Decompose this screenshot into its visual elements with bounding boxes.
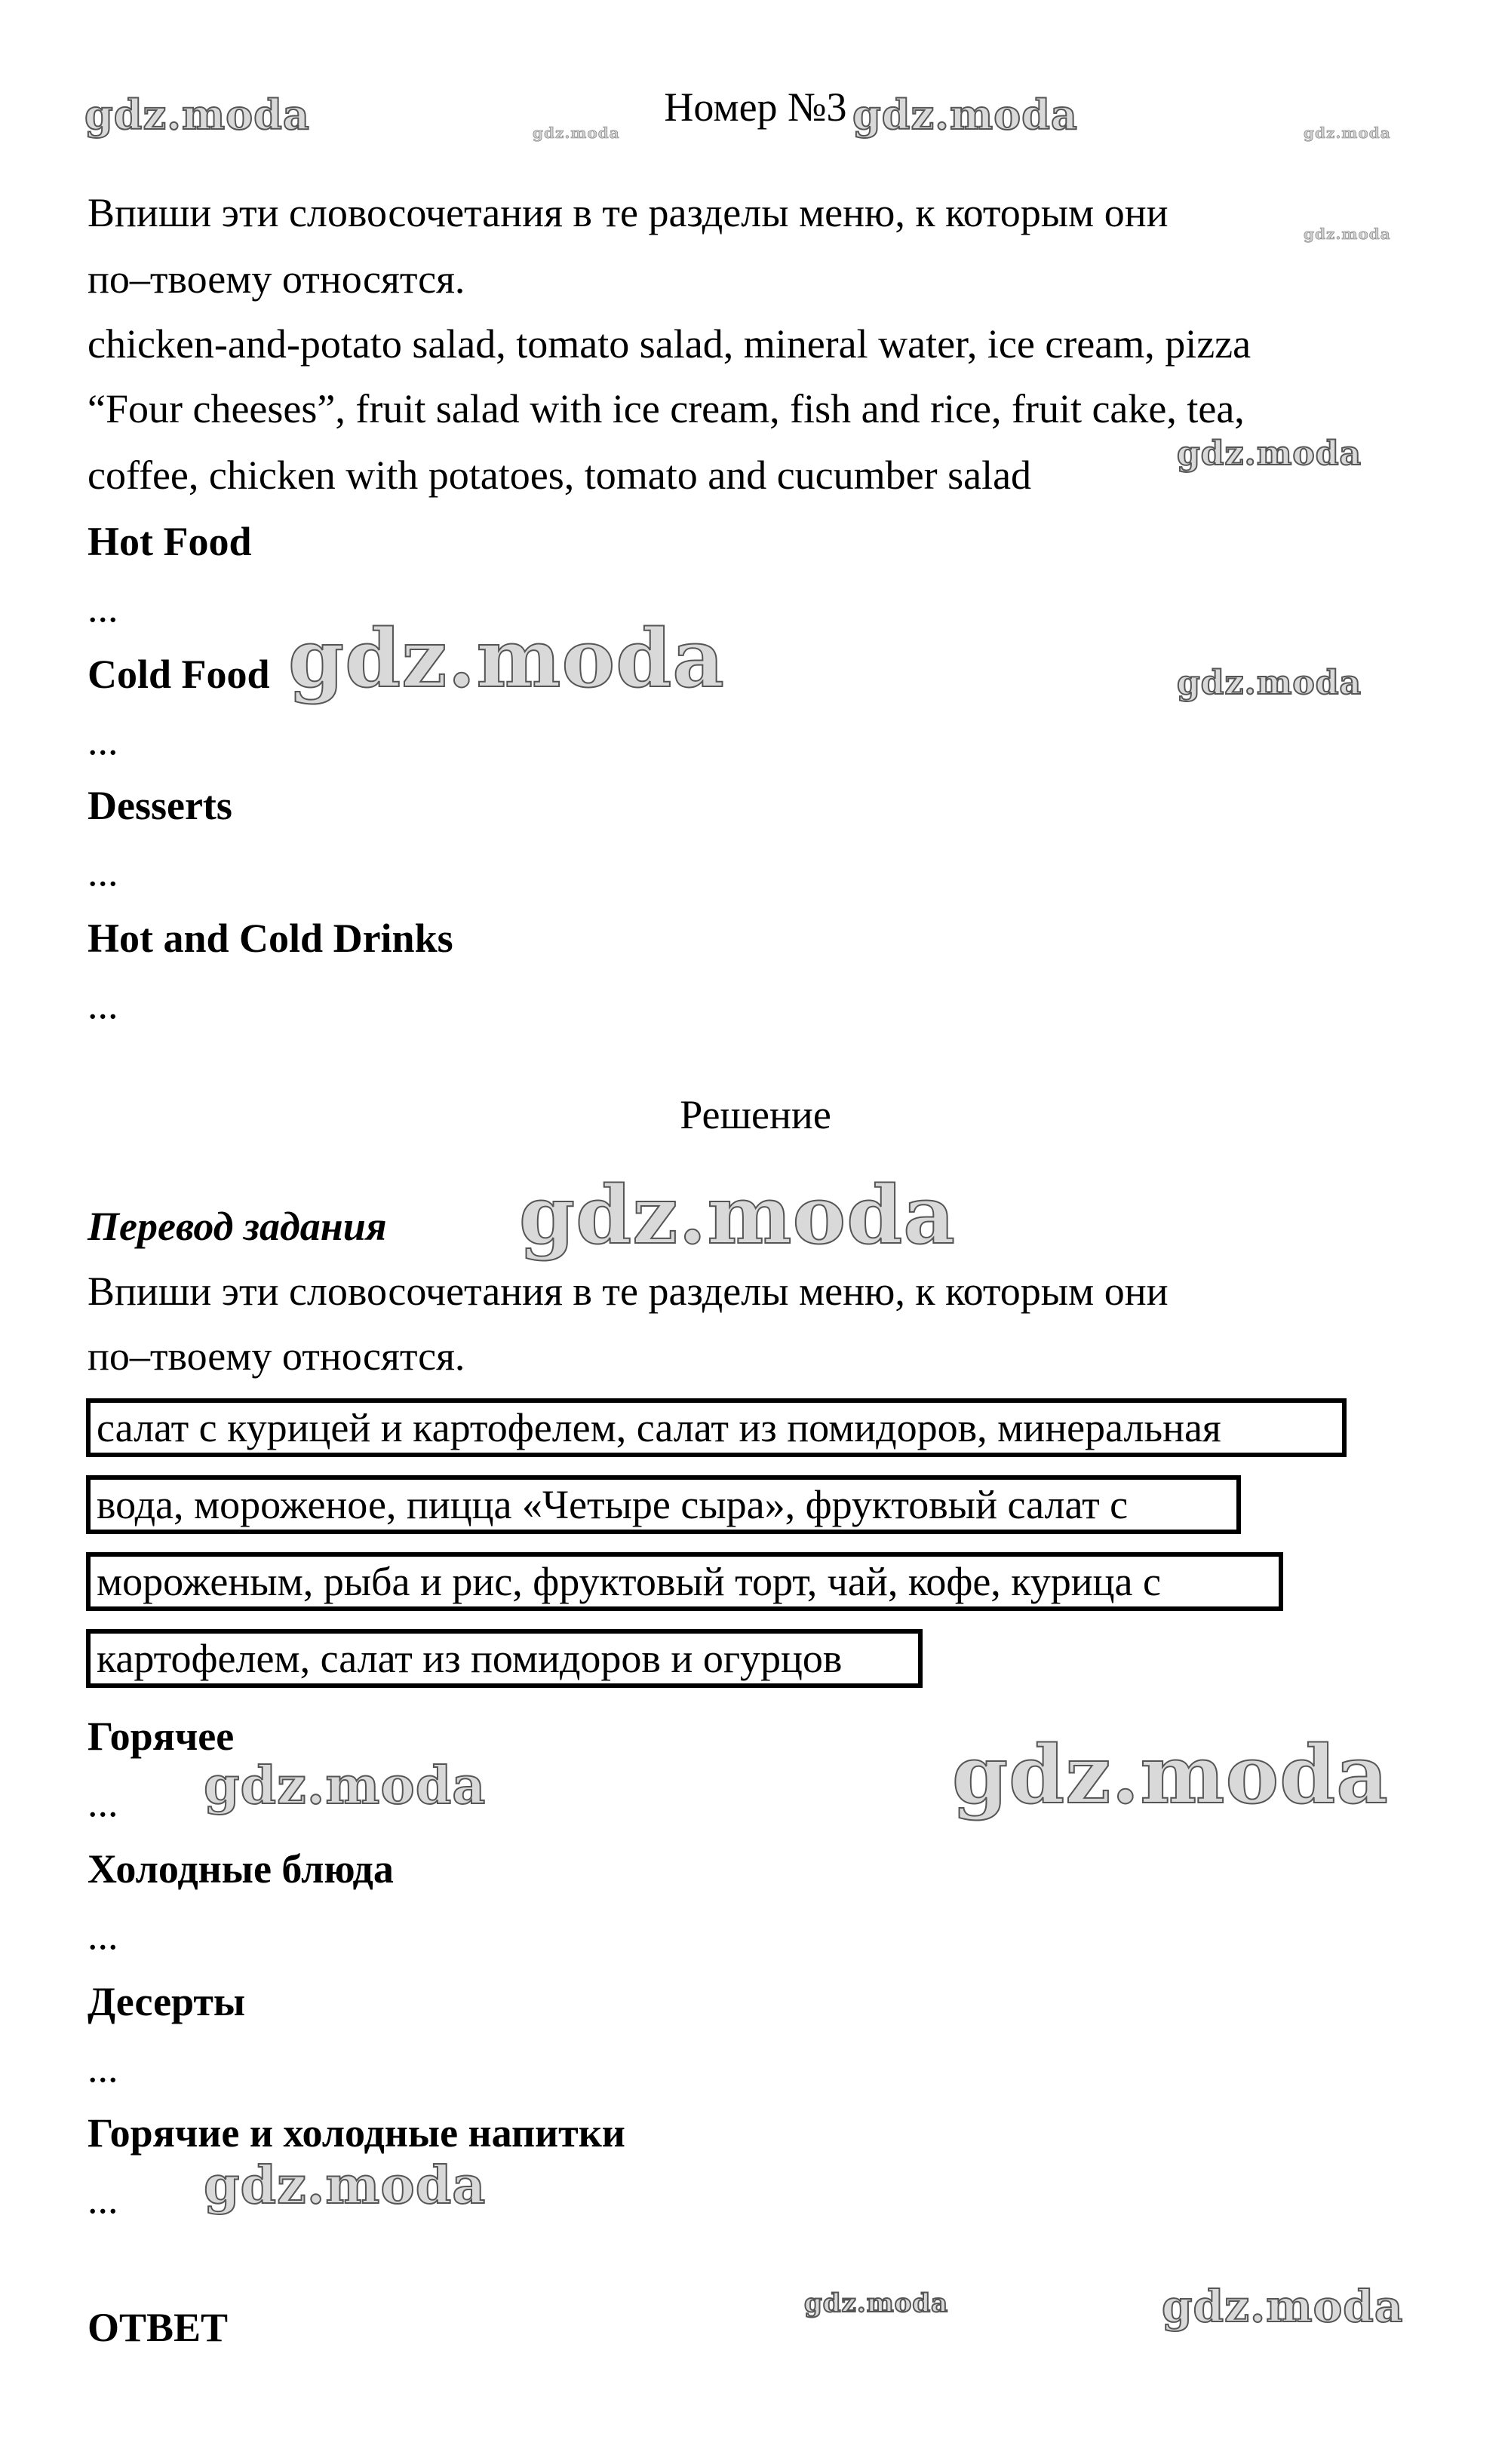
section-placeholder-cold-food: ... [88,718,118,763]
section-heading-hot: Горячее [88,1714,235,1759]
section-heading-drinks: Hot and Cold Drinks [88,916,453,961]
boxed-words-line-2: вода, мороженое, пицца «Четыре сыра», фруктовый салат с [86,1475,1241,1534]
task-words-line-1: chicken-and-potato salad, tomato salad, mineral water, ice cream, pizza [88,321,1251,367]
section-placeholder-cold-dishes: ... [88,1913,118,1958]
solution-instruction-line-1: Впиши эти словосочетания в те разделы меню, к которым они [88,1269,1169,1314]
watermark-logo: gdz.moda [288,611,725,705]
translation-heading: Перевод задания [88,1204,387,1249]
section-placeholder-desserts: ... [88,849,118,894]
watermark-logo: gdz.moda [1177,434,1362,473]
section-placeholder-hot-food: ... [88,585,118,631]
solution-title: Решение [680,1092,831,1137]
section-heading-cold-food: Cold Food [88,652,270,697]
section-heading-drinks-ru: Горячие и холодные напитки [88,2110,625,2156]
boxed-words-line-4: картофелем, салат из помидоров и огурцов [86,1629,923,1688]
boxed-words-line-3: мороженым, рыба и рис, фруктовый торт, чай, кофе, курица с [86,1552,1283,1611]
watermark-logo: gdz.moda [204,2156,487,2216]
section-heading-desserts-ru: Десерты [88,1979,246,2024]
watermark-logo: gdz.moda [852,91,1078,139]
watermark-logo: gdz.moda [1177,664,1362,702]
watermark-logo: gdz.moda [204,1756,487,1816]
section-heading-desserts: Desserts [88,783,232,828]
section-placeholder-hot: ... [88,1780,118,1825]
watermark-logo: gdz.moda [84,91,310,139]
watermark-logo: gdz.moda [519,1168,956,1262]
section-placeholder-drinks: ... [88,982,118,1027]
watermark-logo: gdz.moda [533,124,620,142]
section-heading-hot-food: Hot Food [88,519,252,564]
solution-instruction-line-2: по–твоему относятся. [88,1333,465,1379]
section-placeholder-desserts-ru: ... [88,2045,118,2091]
watermark-logo: gdz.moda [1162,2281,1404,2332]
task-words-line-3: coffee, chicken with potatoes, tomato and cucumber salad [88,453,1032,498]
watermark-logo: gdz.moda [804,2288,949,2318]
section-placeholder-drinks-ru: ... [88,2177,118,2222]
watermark-logo: gdz.moda [1304,225,1391,243]
watermark-logo: gdz.moda [1304,124,1391,142]
task-instruction-line-2: по–твоему относятся. [88,256,465,302]
task-instruction-line-1: Впиши эти словосочетания в те разделы меню, к которым они [88,190,1169,235]
boxed-words-line-1: салат с курицей и картофелем, салат из помидоров, минеральная [86,1398,1347,1457]
page-title: Номер №3 [664,84,847,130]
answer-heading: ОТВЕТ [88,2305,229,2350]
section-heading-cold-dishes: Холодные блюда [88,1846,394,1892]
watermark-logo: gdz.moda [952,1727,1389,1821]
task-words-line-2: “Four cheeses”, fruit salad with ice cream, fish and rice, fruit cake, tea, [88,386,1245,431]
